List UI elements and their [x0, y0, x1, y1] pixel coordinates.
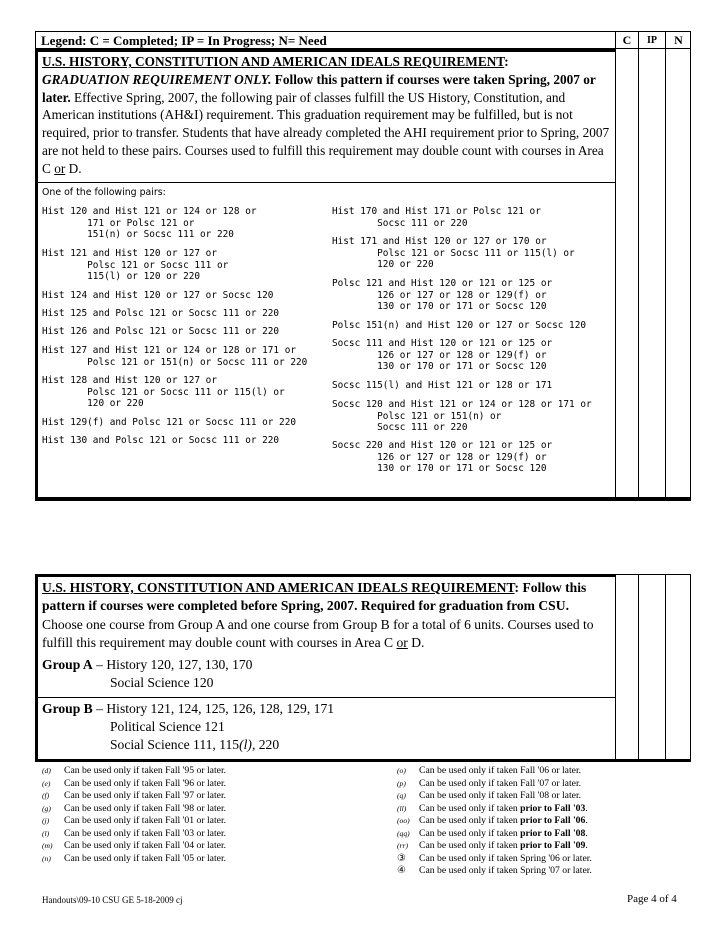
column-divider-ip [638, 574, 639, 762]
pair-line: 130 or 170 or 171 or Socsc 120 [332, 361, 547, 372]
group-a [42, 656, 252, 674]
section2-left-rule [35, 574, 38, 762]
pair-line: Hist 126 and Polsc 121 or Socsc 111 or 220 [42, 326, 280, 337]
pair-line: Polsc 151(n) and Hist 120 or 127 or Socsc 120 [332, 320, 586, 331]
footnote-code: ④ [397, 865, 406, 876]
section1-divider [38, 182, 615, 183]
group-b-line3c: , 220 [251, 737, 280, 752]
section2-title: U.S. HISTORY, CONSTITUTION AND AMERICAN IDEALS REQUIREMENT [42, 580, 515, 595]
section2-top-line [35, 574, 691, 575]
footnote-text: Can be used only if taken Fall '07 or later. [419, 777, 582, 789]
column-header-n: N [674, 33, 683, 47]
section2-divider [38, 697, 615, 698]
footnote-code: (d) [42, 766, 51, 775]
footnote [42, 853, 226, 866]
column-divider-n [665, 574, 666, 762]
pair-line: 130 or 170 or 171 or Socsc 120 [332, 301, 547, 312]
footnote [42, 778, 226, 791]
footnote-text: Can be used only if taken Fall '98 or later. [64, 802, 227, 814]
section1-bottom-rule [35, 497, 691, 501]
footnote-text: Can be used only if taken Fall '03 or later. [64, 827, 227, 839]
column-header-ip: IP [647, 35, 657, 46]
footnote-post: . [585, 827, 588, 839]
footnote [42, 840, 226, 853]
group-a-line1: – History 120, 127, 130, 170 [92, 657, 253, 672]
pair-line: 171 or Polsc 121 or [42, 217, 195, 229]
group-b-line3b: (l) [239, 737, 252, 752]
pair-line: Socsc 111 or 220 [332, 422, 468, 433]
section1-left-rule [35, 49, 38, 501]
pair-line: Hist 170 and Hist 171 or Polsc 121 or [332, 206, 541, 217]
pair-line: Polsc 121 and Hist 120 or 121 or 125 or [332, 278, 553, 289]
footnote [397, 803, 588, 816]
footnote-code: (e) [42, 778, 51, 788]
footnote-text: Can be used only if taken [419, 802, 521, 814]
group-b-line3a: Social Science 111, 115 [110, 737, 240, 752]
section2-bottom-rule [35, 759, 691, 762]
pair-line: Socsc 115(l) and Hist 121 or 128 or 171 [332, 380, 553, 391]
footnote-code: (j) [42, 816, 50, 825]
footnote [42, 815, 226, 828]
pair-line: Socsc 120 and Hist 121 or 124 or 128 or 171 or [332, 399, 592, 410]
pair-line: 115(l) or 120 or 220 [42, 271, 201, 282]
footnote-code: (oo) [397, 816, 410, 825]
footnote-code: (o) [397, 766, 406, 775]
section2-title-colon: : [514, 580, 520, 595]
pair-line: Hist 121 and Hist 120 or 127 or [42, 248, 217, 259]
footnote [397, 778, 581, 791]
footnote-text: Can be used only if taken Fall '05 or later. [64, 852, 227, 864]
footnote-text: Can be used only if taken [419, 815, 521, 826]
group-b-label: Group B [42, 701, 93, 716]
group-a-label: Group A [42, 657, 93, 672]
pair-line: Socsc 111 or 220 [332, 217, 468, 229]
pair-line: Hist 130 and Polsc 121 or Socsc 111 or 220 [42, 435, 280, 446]
footnote-code: (q) [397, 791, 406, 800]
group-b [42, 700, 334, 718]
pair-line: 120 or 220 [332, 259, 434, 270]
pair-line: Polsc 121 or 151(n) or [332, 410, 502, 422]
footnote [42, 803, 226, 816]
pair-line: 126 or 127 or 128 or 129(f) or [332, 349, 547, 361]
section1-top-rule [35, 49, 615, 52]
section2-body-end: D. [407, 634, 425, 650]
section2-or: or [396, 634, 408, 650]
section2-intro [42, 579, 612, 652]
footnote-text: Can be used only if taken [419, 827, 521, 839]
pair-line: Hist 128 and Hist 120 or 127 or [42, 375, 217, 386]
pair-line: Hist 124 and Hist 120 or 127 or Socsc 120 [42, 290, 274, 301]
pair-line: Hist 125 and Polsc 121 or Socsc 111 or 220 [42, 308, 280, 319]
section1-subtitle: GRADUATION REQUIREMENT ONLY. [42, 71, 272, 87]
pair-line: Polsc 121 or Socsc 111 or [42, 259, 229, 271]
pair-line: Hist 129(f) and Polsc 121 or Socsc 111 or 220 [42, 417, 296, 428]
pair-line: 126 or 127 or 128 or 129(f) or [332, 451, 547, 463]
footnote [42, 828, 226, 841]
section1-body-end: D. [65, 160, 82, 176]
pair-line: Socsc 220 and Hist 120 or 121 or 125 or [332, 440, 553, 451]
footnote [42, 790, 226, 803]
section2-body: Choose one course from Group A and one course from Group B for a total of 6 units. Courses used to fulfill this requirement may double count with courses in Area C [42, 616, 594, 650]
footnote-bold: prior to Fall '03 [520, 802, 586, 814]
footnote-text: Can be used only if taken Fall '06 or later. [419, 765, 582, 776]
pair-line: Polsc 121 or 151(n) or Socsc 111 or 220 [42, 356, 308, 368]
section1-title: U.S. HISTORY, CONSTITUTION AND AMERICAN IDEALS REQUIREMENT [42, 54, 505, 69]
footnote [397, 865, 592, 878]
pair-line: Hist 127 and Hist 121 or 124 or 128 or 171 or [42, 345, 296, 356]
pair-line: 120 or 220 [42, 398, 144, 409]
footnote [397, 853, 592, 866]
footnote [397, 765, 581, 778]
footnote-bold: prior to Fall '06 [520, 815, 586, 826]
footnote-text: Can be used only if taken [419, 840, 521, 851]
footer-page-number: Page 4 of 4 [627, 893, 677, 905]
footnote-code: (n) [42, 853, 51, 863]
group-a-line2: Social Science 120 [110, 675, 214, 690]
footnote-text: Can be used only if taken Spring '06 or later. [419, 852, 592, 864]
column-divider-c [615, 574, 616, 762]
footnote-code: (f) [42, 791, 50, 800]
column-divider-right [690, 574, 691, 762]
footnote-code: (ll) [397, 803, 407, 813]
pair-line: Hist 120 and Hist 121 or 124 or 128 or [42, 206, 257, 217]
pairs-intro: One of the following pairs: [42, 187, 166, 198]
footnote [397, 815, 588, 828]
footnote-code: (g) [42, 803, 51, 813]
section1-lead: Follow this pattern if courses were taken Spring, 2007 or later. [42, 71, 596, 105]
footnote-text: Can be used only if taken Fall '08 or later. [419, 790, 582, 801]
footnote [42, 765, 226, 778]
group-b-line2: Political Science 121 [110, 719, 225, 734]
section1-title-colon: : [504, 54, 509, 69]
section1-body: Effective Spring, 2007, the following pair of classes fulfill the US History, Constitution, and American institutions (AH&I) requirement. This graduation requirement may be fulfilled, but is not required, prior to transfer. Students that have already completed the AHI requirement prior to Spring, 2007 are not held to these pairs. Courses used to fulfill this requirement may double count with courses in Area C [42, 89, 610, 176]
footnote [397, 828, 588, 841]
section2-lead: Follow this pattern if courses were completed before Spring, 2007. Required for graduation from CSU. [42, 580, 587, 614]
pair-line: 130 or 170 or 171 or Socsc 120 [332, 463, 547, 474]
pair-line: 126 or 127 or 128 or 129(f) or [332, 289, 547, 301]
footnote-text: Can be used only if taken Fall '01 or later. [64, 815, 227, 826]
section1-or: or [54, 160, 66, 176]
footnote-code: (rr) [397, 841, 408, 850]
legend-text: Legend: C = Completed; IP = In Progress; N= Need [41, 33, 327, 48]
footnote-text: Can be used only if taken Fall '95 or later. [64, 765, 227, 776]
footnote-text: Can be used only if taken Fall '97 or later. [64, 790, 227, 801]
section1-intro [42, 53, 614, 178]
pair-line: Polsc 121 or Socsc 111 or 115(l) or [332, 247, 575, 259]
footnote-bold: prior to Fall '08 [520, 827, 586, 839]
pair-line: Hist 171 and Hist 120 or 127 or 170 or [332, 236, 547, 247]
footnote-code: (m) [42, 841, 53, 850]
footnote-code: (l) [42, 828, 50, 838]
footnote [397, 790, 581, 803]
footer-filename: Handouts\09-10 CSU GE 5-18-2009 cj [42, 895, 183, 905]
group-b-line3 [110, 736, 279, 754]
group-b-line1: – History 121, 124, 125, 126, 128, 129, 171 [92, 701, 335, 716]
footnote-post: . [585, 815, 588, 826]
footnote-code: (qq) [397, 828, 410, 838]
pair-line: Socsc 111 and Hist 120 or 121 or 125 or [332, 338, 553, 349]
pair-line: Polsc 121 or Socsc 111 or 115(l) or [42, 386, 285, 398]
column-header-c: C [622, 33, 632, 47]
pair-line: 151(n) or Socsc 111 or 220 [42, 229, 234, 240]
footnote-code: (p) [397, 778, 406, 788]
footnote-post: . [585, 840, 588, 851]
footnote-text: Can be used only if taken Spring '07 or later. [419, 865, 592, 876]
footnote-text: Can be used only if taken Fall '04 or later. [64, 840, 227, 851]
footnote-bold: prior to Fall '09 [520, 840, 586, 851]
footnote-post: . [585, 802, 588, 814]
footnote-code: ③ [397, 852, 406, 864]
footnote [397, 840, 588, 853]
footnote-text: Can be used only if taken Fall '96 or later. [64, 777, 227, 789]
